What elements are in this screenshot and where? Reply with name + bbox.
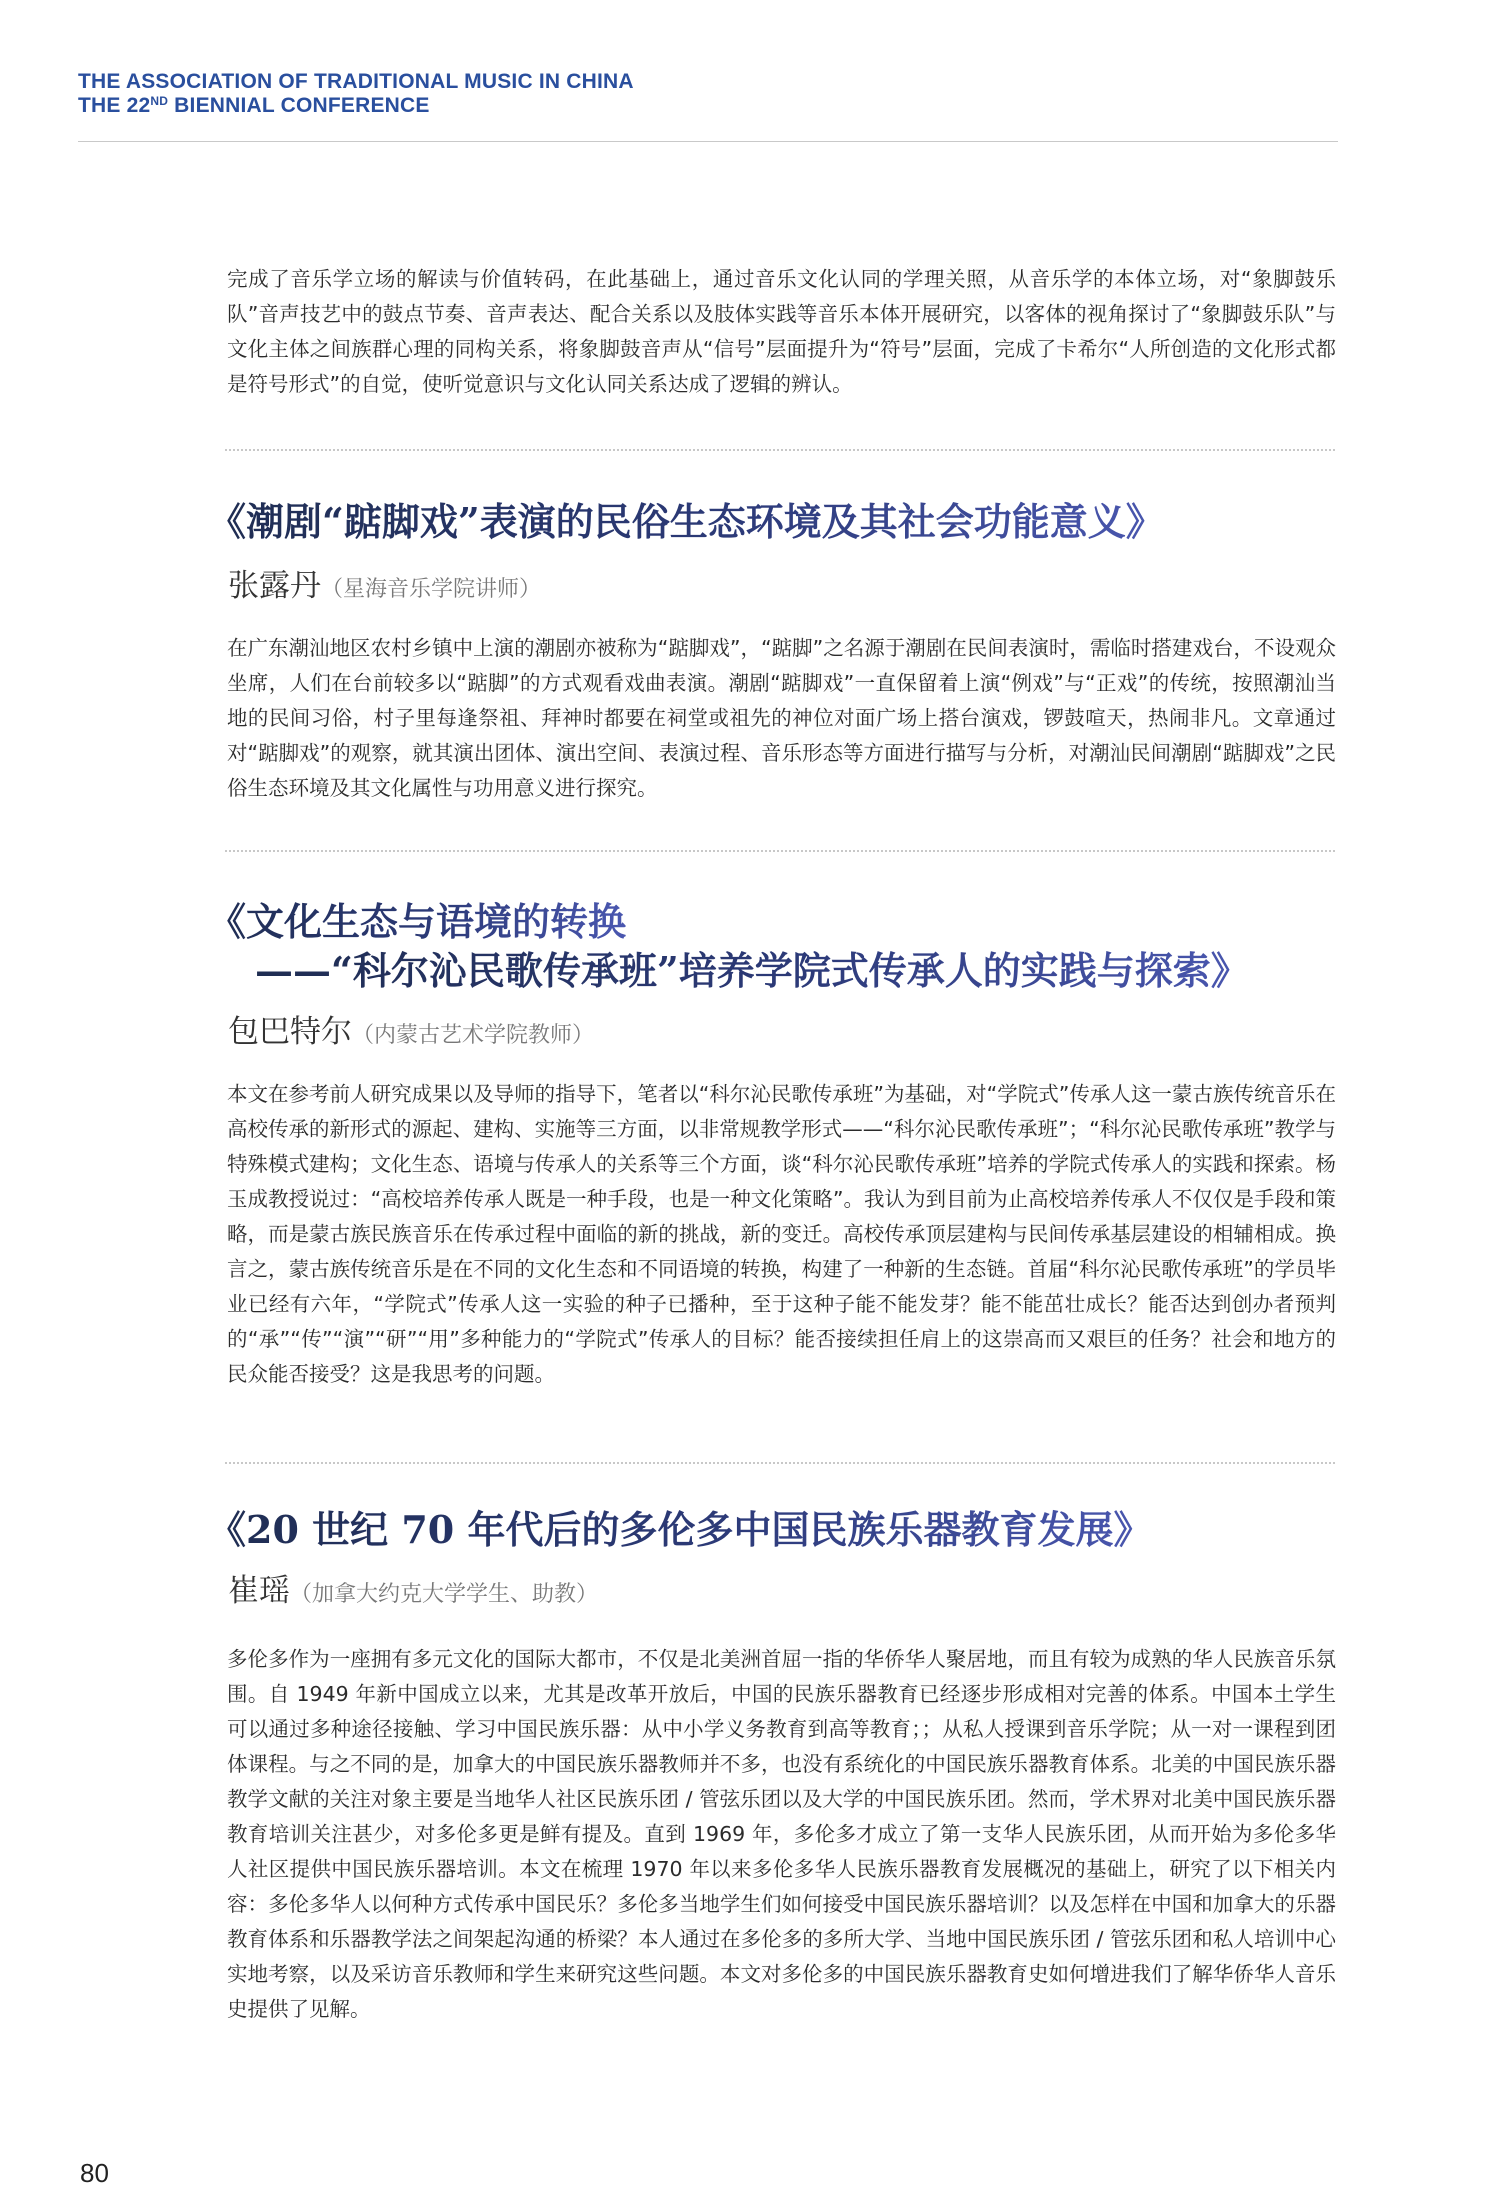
article-title-line-1: 《文化生态与语境的转换 [208, 897, 626, 947]
article-author [228, 564, 541, 612]
author-affiliation: （内蒙古艺术学院教师） [352, 1023, 595, 1048]
conference-header [78, 70, 1338, 118]
author-name: 张露丹 [228, 568, 321, 604]
author-affiliation: （星海音乐学院讲师） [321, 577, 542, 602]
article-abstract: 在广东潮汕地区农村乡镇中上演的潮剧亦被称为“踮脚戏”，“踮脚”之名源于潮剧在民间表演时，需临时搭建戏台，不设观众坐席，人们在台前较多以“踮脚”的方式观看戏曲表演。潮剧“踮脚戏”一直保留着上演“例戏”与“正戏”的传统，按照潮汕当地的民间习俗，村子里每逢祭祖、拜神时都要在祠堂或祖先的神位对面广场上搭台演戏，锣鼓喧天，热闹非凡。文章通过对“踮脚戏”的观察，就其演出团体、演出空间、表演过程、音乐形态等方面进行描写与分析，对潮汕民间潮剧“踮脚戏”之民俗生态环境及其文化属性与功用意义进行探究。 [227, 636, 1336, 800]
section-divider [225, 449, 1335, 451]
author-affiliation: （加拿大约克大学学生、助教） [290, 1582, 599, 1607]
article-abstract: 本文在参考前人研究成果以及导师的指导下，笔者以“科尔沁民歌传承班”为基础，对“学院式”传承人这一蒙古族传统音乐在高校传承的新形式的源起、建构、实施等三方面，以非常规教学形式——“科尔沁民歌传承班”；“科尔沁民歌传承班”教学与特殊模式建构；文化生态、语境与传承人的关系等三个方面，谈“科尔沁民歌传承班”培养的学院式传承人的实践和探索。杨玉成教授说过：“高校培养传承人既是一种手段，也是一种文化策略”。我认为到目前为止高校培养传承人不仅仅是手段和策略，而是蒙古族民族音乐在传承过程中面临的新的挑战，新的变迁。高校传承顶层建构与民间传承基层建设的相辅相成。换言之，蒙古族传统音乐是在不同的文化生态和不同语境的转换，构建了一种新的生态链。首届“科尔沁民歌传承班”的学员毕业已经有六年，“学院式”传承人这一实验的种子已播种，至于这种子能不能发芽？能不能茁壮成长？能否达到创办者预判的“承”“传”“演”“研”“用”多种能力的“学院式”传承人的目标？能否接续担任肩上的这崇高而又艰巨的任务？社会和地方的民众能否接受？这是我思考的问题。 [227, 1082, 1336, 1386]
header-line-2-pre: THE 22 [78, 94, 151, 117]
article-author [228, 1569, 598, 1617]
author-name: 崔瑶 [228, 1573, 290, 1609]
author-name: 包巴特尔 [228, 1014, 352, 1050]
article-abstract: 多伦多作为一座拥有多元文化的国际大都市，不仅是北美洲首屈一指的华侨华人聚居地，而且有较为成熟的华人民族音乐氛围。自 1949 年新中国成立以来，尤其是改革开放后，中国的民族乐器教育已经逐步形成相对完善的体系。中国本土学生可以通过多种途径接触、学习中国民族乐器：从中小学义务教育到高等教育；；从私人授课到音乐学院；从一对一课程到团体课程。与之不同的是，加拿大的中国民族乐器教师并不多，也没有系统化的中国民族乐器教育体系。北美的中国民族乐器教学文献的关注对象主要是当地华人社区民族乐团 / 管弦乐团以及大学的中国民族乐团。然而，学术界对北美中国民族乐器教育培训关注甚少，对多伦多更是鲜有提及。直到 1969 年，多伦多才成立了第一支华人民族乐团，从而开始为多伦多华人社区提供中国民族乐器培训。本文在梳理 1970 年以来多伦多华人民族乐器教育发展概况的基础上，研究了以下相关内容：多伦多华人以何种方式传承中国民乐？多伦多当地学生们如何接受中国民族乐器培训？以及怎样在中国和加拿大的乐器教育体系和乐器教学法之间架起沟通的桥梁？本人通过在多伦多的多所大学、当地中国民族乐团 / 管弦乐团和私人培训中心实地考察，以及采访音乐教师和学生来研究这些问题。本文对多伦多的中国民族乐器教育史如何增进我们了解华侨华人音乐史提供了见解。 [227, 1647, 1336, 2021]
article-title: 《潮剧“踮脚戏”表演的民俗生态环境及其社会功能意义》 [208, 497, 1164, 547]
header-line-1: THE ASSOCIATION OF TRADITIONAL MUSIC IN CHINA [78, 70, 634, 93]
section-divider [225, 850, 1335, 852]
article-title-line-2: ——“科尔沁民歌传承班”培养学院式传承人的实践与探索》 [255, 946, 1249, 996]
article-author [228, 1010, 594, 1058]
header-line-2 [78, 94, 1338, 118]
article-title: 《20 世纪 70 年代后的多伦多中国民族乐器教育发展》 [208, 1505, 1151, 1555]
page-number: 80 [80, 2158, 109, 2188]
intro-paragraph: 完成了音乐学立场的解读与价值转码，在此基础上，通过音乐文化认同的学理关照，从音乐学的本体立场，对“象脚鼓乐队”音声技艺中的鼓点节奏、音声表达、配合关系以及肢体实践等音乐本体开展研究，以客体的视角探讨了“象脚鼓乐队”与文化主体之间族群心理的同构关系，将象脚鼓音声从“信号”层面提升为“符号”层面，完成了卡希尔“人所创造的文化形式都是符号形式”的自觉，使听觉意识与文化认同关系达成了逻辑的辨认。 [227, 267, 1336, 396]
section-divider [225, 1462, 1335, 1464]
header-rule [78, 141, 1338, 142]
header-ordinal-sup: ND [150, 94, 169, 108]
header-line-2-post: BIENNIAL CONFERENCE [168, 94, 430, 117]
